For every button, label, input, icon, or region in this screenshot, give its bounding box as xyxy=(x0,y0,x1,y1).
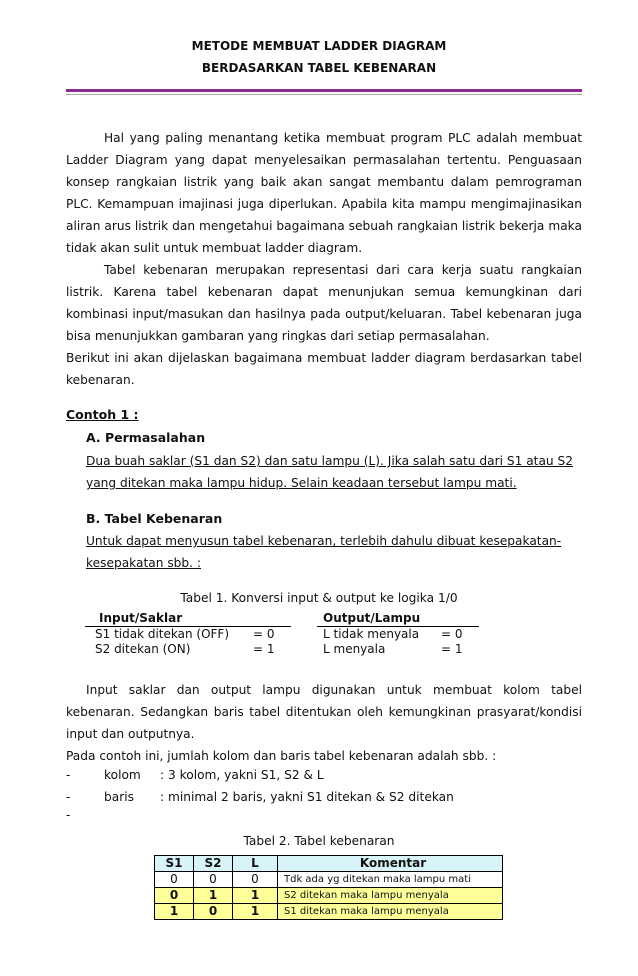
truth-cell-komentar: S2 ditekan maka lampu menyala xyxy=(278,888,503,904)
table-row xyxy=(155,888,503,904)
input-row-label: S1 tidak ditekan (OFF) xyxy=(95,627,230,641)
intro-paragraph-1: Hal yang paling menantang ketika membuat program PLC adalah membuat Ladder Diagram yang dapat menyelesaikan permasalahan tertentu. Penguasaan konsep rangkaian listrik yang baik akan sangat membantu dalam pemrograman PLC. Kemampuan imajinasi juga diperlukan. Apabila kita mampu mengimajinasikan aliran arus listrik dan mengetahui bagaimana sebuah rangkaian listrik bekerja maka tidak akan sulit untuk membuat ladder diagram. xyxy=(66,131,582,255)
truth-cell-l: 1 xyxy=(233,904,278,920)
list-item xyxy=(66,786,454,808)
title-rule-thick xyxy=(66,89,582,92)
table-row xyxy=(155,872,503,888)
list-dash: - xyxy=(66,808,71,822)
output-row-value: = 0 xyxy=(441,627,463,641)
after-paragraph-2: Pada contoh ini, jumlah kolom dan baris tabel kebenaran adalah sbb. : xyxy=(66,749,497,763)
list-key: baris xyxy=(104,790,134,804)
table-row xyxy=(155,904,503,920)
truth-header-s2: S2 xyxy=(194,856,233,872)
output-table xyxy=(317,611,479,657)
list-item xyxy=(66,764,454,786)
column-row-list xyxy=(66,764,454,822)
section-b-heading: B. Tabel Kebenaran xyxy=(86,511,223,526)
output-row-label: L tidak menyala xyxy=(323,627,420,641)
list-value: : minimal 2 baris, yakni S1 ditekan & S2 ditekan xyxy=(160,790,454,804)
truth-header-s1: S1 xyxy=(155,856,194,872)
input-row-value: = 0 xyxy=(253,627,275,641)
truth-table xyxy=(154,855,503,920)
example-heading: Contoh 1 : xyxy=(66,407,139,422)
truth-cell-s1: 0 xyxy=(155,872,194,888)
truth-cell-komentar: Tdk ada yg ditekan maka lampu mati xyxy=(278,872,503,888)
list-dash: - xyxy=(66,768,71,782)
truth-cell-s1: 1 xyxy=(155,904,194,920)
input-row-label: S2 ditekan (ON) xyxy=(95,642,191,656)
table2-caption: Tabel 2. Tabel kebenaran xyxy=(243,834,395,848)
output-row-label: L menyala xyxy=(323,642,386,656)
section-a-heading: A. Permasalahan xyxy=(86,430,206,445)
table1-caption: Tabel 1. Konversi input & output ke logika 1/0 xyxy=(180,591,458,605)
truth-cell-komentar: S1 ditekan maka lampu menyala xyxy=(278,904,503,920)
output-row-value: = 1 xyxy=(441,642,463,656)
input-row-value: = 1 xyxy=(253,642,275,656)
after-paragraph-1: Input saklar dan output lampu digunakan untuk membuat kolom tabel kebenaran. Sedangkan baris tabel ditentukan oleh kemungkinan prasyarat/kondisi input dan outputnya. xyxy=(66,683,582,741)
truth-header-l: L xyxy=(233,856,278,872)
input-table xyxy=(85,611,291,657)
section-a-text: Dua buah saklar (S1 dan S2) dan satu lampu (L). Jika salah satu dari S1 atau S2 yang ditekan maka lampu hidup. Selain keadaan tersebut lampu mati. xyxy=(86,454,574,490)
section-b-text: Untuk dapat menyusun tabel kebenaran, terlebih dahulu dibuat kesepakatan-kesepakatan sbb. : xyxy=(86,534,562,570)
truth-header-komentar: Komentar xyxy=(278,856,503,872)
after-text xyxy=(66,679,582,767)
truth-cell-s2: 0 xyxy=(194,872,233,888)
intro-paragraph-3: Berikut ini akan dijelaskan bagaimana membuat ladder diagram berdasarkan tabel kebenaran. xyxy=(66,351,582,387)
intro-text xyxy=(66,127,582,391)
output-table-header: Output/Lampu xyxy=(317,611,479,627)
truth-cell-s2: 1 xyxy=(194,888,233,904)
list-value: : 3 kolom, yakni S1, S2 & L xyxy=(160,768,324,782)
input-table-header: Input/Saklar xyxy=(85,611,291,627)
truth-cell-l: 1 xyxy=(233,888,278,904)
truth-cell-l: 0 xyxy=(233,872,278,888)
list-item xyxy=(66,808,454,822)
doc-title-line2: BERDASARKAN TABEL KEBENARAN xyxy=(201,61,437,75)
list-key: kolom xyxy=(104,768,141,782)
intro-paragraph-2: Tabel kebenaran merupakan representasi dari cara kerja suatu rangkaian listrik. Karena tabel kebenaran dapat menunjukan semua kemungkinan dari kombinasi input/masukan dan hasilnya pada output/keluaran. Tabel kebenaran juga bisa menunjukkan gambaran yang ringkas dari setiap permasalahan. xyxy=(66,263,582,343)
truth-cell-s1: 0 xyxy=(155,888,194,904)
doc-title-line1: METODE MEMBUAT LADDER DIAGRAM xyxy=(191,39,447,53)
truth-cell-s2: 0 xyxy=(194,904,233,920)
title-rule-thin xyxy=(66,94,582,95)
list-dash: - xyxy=(66,790,71,804)
